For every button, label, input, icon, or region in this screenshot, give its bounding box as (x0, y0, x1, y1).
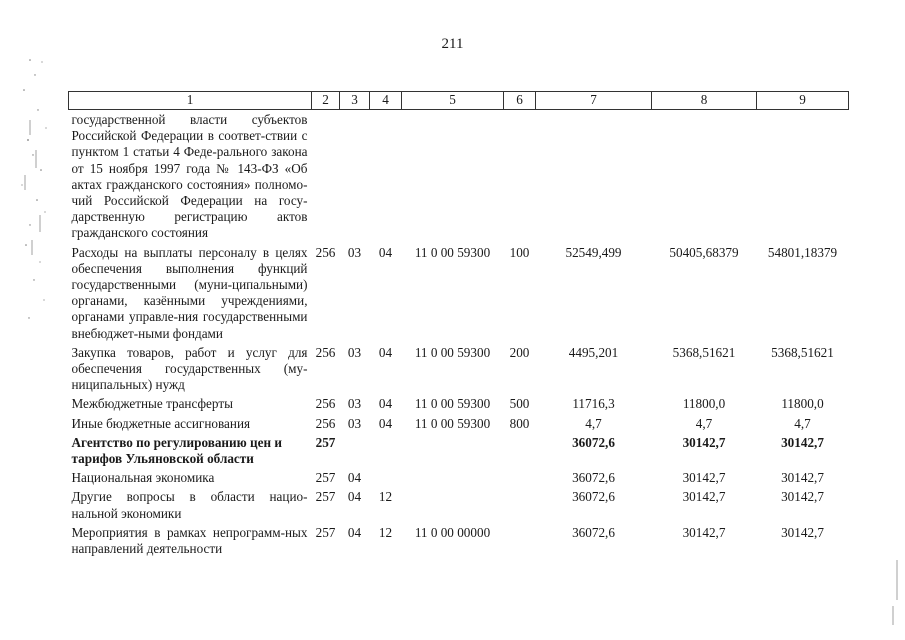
table-row (69, 468, 849, 487)
column-header-8: 8 (652, 92, 757, 110)
table-row (69, 487, 849, 522)
cell-admin-code: 257 (315, 489, 336, 505)
scan-noise-left (0, 0, 62, 640)
cell-target-article: 11 0 00 00000 (414, 524, 491, 540)
cell-section: 04 (347, 470, 362, 486)
table-row (69, 243, 849, 343)
row-name: Закупка товаров, работ и услуг для обеспечения государственных (му-ниципальных) нужд (71, 344, 308, 393)
column-header-4: 4 (370, 92, 402, 110)
cell-subsection (370, 110, 402, 243)
cell-target-article (402, 468, 504, 487)
page-number: 211 (441, 36, 464, 52)
cell-target-article (402, 110, 504, 243)
row-name: Межбюджетные трансферты (71, 396, 233, 412)
column-header-3: 3 (340, 92, 370, 110)
cell-amount-col7: 4,7 (585, 415, 602, 431)
table-row (69, 394, 849, 413)
cell-amount-col9: 4,7 (794, 415, 811, 431)
table-row-agency (69, 433, 849, 468)
cell-expense-type (504, 110, 536, 243)
cell-admin-code: 257 (315, 524, 336, 540)
cell-target-article: 11 0 00 59300 (414, 244, 491, 260)
cell-amount-col7: 11716,3 (572, 396, 615, 412)
cell-amount-col9: 30142,7 (781, 489, 824, 505)
cell-expense-type: 500 (509, 396, 530, 412)
cell-amount-col7: 36072,6 (572, 470, 615, 486)
column-header-2: 2 (312, 92, 340, 110)
cell-amount-col7: 36072,6 (572, 434, 615, 450)
cell-amount-col7: 36072,6 (572, 489, 615, 505)
cell-section: 04 (347, 489, 362, 505)
cell-expense-type: 100 (509, 244, 530, 260)
cell-amount-col7: 4495,201 (568, 344, 619, 360)
cell-amount-col9: 30142,7 (781, 524, 824, 540)
row-name: Мероприятия в рамках непрограмм-ных направлений деятельности (71, 524, 308, 557)
cell-expense-type (504, 487, 536, 522)
cell-admin-code: 256 (315, 344, 336, 360)
cell-target-article: 11 0 00 59300 (414, 396, 491, 412)
cell-amount-col9: 30142,7 (781, 434, 824, 450)
cell-subsection: 04 (378, 244, 393, 260)
cell-section: 03 (347, 396, 362, 412)
row-name: Другие вопросы в области нацио-нальной экономики (71, 489, 308, 521)
cell-section (340, 433, 370, 468)
cell-amount-col8: 50405,68379 (669, 244, 739, 260)
cell-amount-col7: 52549,499 (565, 244, 622, 260)
table-row (69, 414, 849, 433)
cell-admin-code: 257 (315, 470, 336, 486)
cell-admin-code: 256 (315, 396, 336, 412)
column-header-5: 5 (402, 92, 504, 110)
column-header-row (69, 92, 849, 110)
cell-subsection: 12 (378, 489, 393, 505)
cell-target-article: 11 0 00 59300 (414, 344, 491, 360)
row-name: Расходы на выплаты персоналу в целях обеспечения выполнения функций государственными (муни-ципальными) органами, казёнными учреждениями, органами управле-ния государственными внебюджет-ными фондами (71, 244, 308, 341)
cell-section: 03 (347, 415, 362, 431)
row-name: Национальная экономика (71, 470, 215, 486)
cell-admin-code: 256 (315, 415, 336, 431)
cell-subsection (370, 468, 402, 487)
cell-section: 04 (347, 524, 362, 540)
scan-noise-right (885, 0, 905, 640)
cell-expense-type (504, 523, 536, 558)
cell-subsection: 04 (378, 415, 393, 431)
cell-section: 03 (347, 244, 362, 260)
column-header-6: 6 (504, 92, 536, 110)
budget-table (68, 91, 849, 558)
cell-expense-type: 800 (509, 415, 530, 431)
cell-subsection: 04 (378, 396, 393, 412)
cell-subsection: 12 (378, 524, 393, 540)
cell-expense-type (504, 468, 536, 487)
cell-section: 03 (347, 344, 362, 360)
column-header-7: 7 (536, 92, 652, 110)
cell-admin-code: 256 (315, 244, 336, 260)
cell-amount-col9: 30142,7 (781, 470, 824, 486)
cell-amount-col8: 4,7 (695, 415, 713, 431)
column-header-9: 9 (757, 92, 849, 110)
cell-expense-type (504, 433, 536, 468)
cell-subsection (370, 433, 402, 468)
table-row (69, 343, 849, 395)
cell-expense-type: 200 (509, 344, 530, 360)
cell-target-article (402, 487, 504, 522)
cell-amount-col8 (652, 110, 757, 243)
cell-admin-code (312, 110, 340, 243)
cell-target-article: 11 0 00 59300 (414, 415, 491, 431)
cell-subsection: 04 (378, 344, 393, 360)
cell-amount-col8: 11800,0 (682, 396, 726, 412)
cell-amount-col7: 36072,6 (572, 524, 615, 540)
cell-amount-col8: 30142,7 (682, 434, 726, 450)
cell-admin-code: 257 (315, 434, 336, 450)
cell-amount-col8: 30142,7 (682, 489, 726, 505)
cell-amount-col9 (757, 110, 849, 243)
cell-amount-col9: 5368,51621 (771, 344, 834, 360)
cell-amount-col8: 30142,7 (682, 470, 726, 486)
cell-amount-col9: 54801,18379 (767, 244, 838, 260)
table-row (69, 110, 849, 243)
table-row (69, 523, 849, 558)
cell-amount-col7 (536, 110, 652, 243)
cell-amount-col9: 11800,0 (781, 396, 824, 412)
row-name: Иные бюджетные ассигнования (71, 415, 251, 431)
row-name: государственной власти субъектов Российской Федерации в соответ-ствии с пунктом 1 статьи 4 Феде-рального закона от 15 ноября 1997 года № 143-ФЗ «Об актах гражданского состояния» полномо-чий Российской Федерации на госу-дарственную регистрацию актов гражданского состояния (71, 112, 308, 241)
cell-amount-col8: 30142,7 (682, 524, 726, 540)
column-header-1: 1 (69, 92, 312, 110)
cell-target-article (402, 433, 504, 468)
cell-amount-col8: 5368,51621 (672, 344, 736, 360)
row-name: Агентство по регулированию цен и тарифов Ульяновской области (71, 434, 282, 467)
cell-section (340, 110, 370, 243)
